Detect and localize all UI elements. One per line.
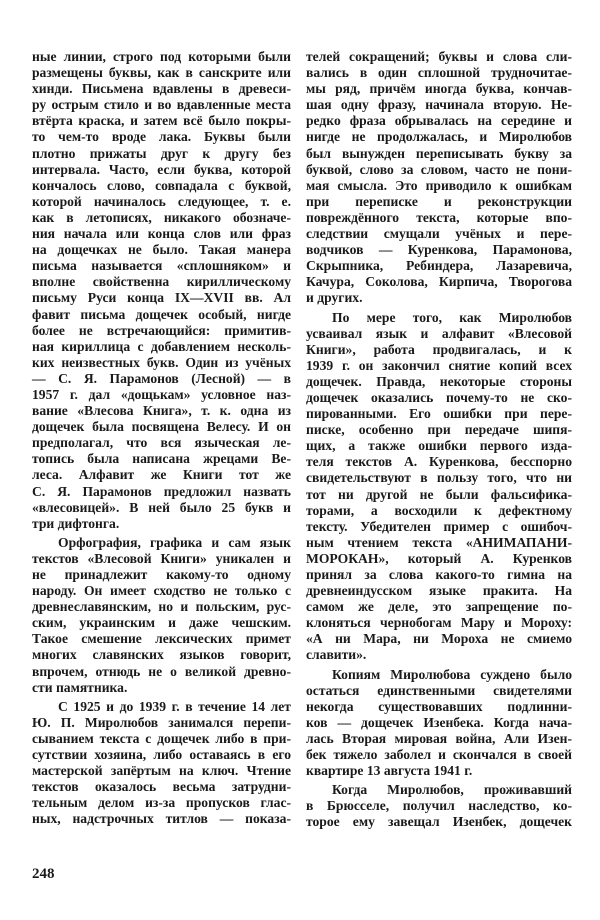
text-line: ков — дощечек Изенбека. Когда нача-	[306, 714, 572, 730]
text-line: которой начиналось следующее, т. е.	[32, 193, 291, 209]
text-line: усваивал язык и алфавит «Влесовой	[306, 325, 572, 341]
text-line: тот ни другой не были фальсифика-	[306, 486, 572, 502]
text-line: ных, надстрочных титлов — показа-	[32, 811, 291, 827]
page-number: 248	[32, 866, 55, 882]
paragraph	[306, 667, 572, 780]
text-line: письма называется «сплошняком» и	[32, 258, 291, 274]
text-line: водчиков — Куренкова, Парамонова,	[306, 242, 572, 258]
text-line: шая одну фразу, начинала вторую. Не-	[306, 97, 572, 113]
text-line: лась Вторая мировая война, Али Изен-	[306, 730, 572, 746]
text-line: не принадлежит какому-то одному	[32, 567, 291, 582]
text-line: кончалось слово, совпадала с буквой,	[32, 177, 291, 193]
text-line: размещены буквы, как в санскрите или	[32, 65, 291, 81]
text-line: Ю. П. Миролюбов занимался перепи-	[32, 714, 291, 730]
text-line: редко фраза обрывалась на середине и	[306, 113, 572, 129]
text-line: теля текстов А. Куренкова, бесспорно	[306, 454, 572, 470]
text-line: Копиям Миролюбова суждено было	[332, 666, 572, 682]
text-line: 1939 г. он закончил снятие копий всех	[306, 357, 572, 373]
text-line: ния начала или конца слов или фраз	[32, 226, 291, 242]
text-line: телей сокращений; буквы и слова сли-	[306, 49, 572, 64]
text-line: писке, особенно при передаче шипя-	[306, 422, 572, 438]
text-line: принял за слова какого-то гимна на	[306, 567, 572, 582]
text-line: топись была написана жрецами Ве-	[32, 451, 291, 467]
text-line: народу. Он имеет сходство не только с	[32, 583, 291, 599]
text-line: три дифтонга.	[32, 515, 120, 531]
text-line: С. Я. Парамонов предложил назвать	[32, 483, 291, 499]
text-line: древнеиндусском языке пракита. На	[306, 583, 572, 599]
paragraph	[306, 310, 572, 664]
text-line: дощечек оказались почему-то не ско-	[306, 389, 572, 405]
text-line: впрочем, отнюдь не о великой древно-	[32, 663, 291, 679]
text-line: при переписке и реконструкции	[306, 193, 572, 209]
text-line: Книги», работа продвигалась, и к	[306, 341, 572, 357]
text-line: древнеславянским, но и польским, рус-	[32, 599, 291, 615]
left-column	[32, 49, 291, 831]
text-line: вполне свойственна кириллическому	[32, 274, 291, 290]
text-line: МОРОКАН», который А. Куренков	[306, 550, 572, 566]
text-line: дощечек. Правда, некоторые стороны	[306, 373, 572, 389]
paragraph	[32, 699, 291, 828]
text-line: свидетельствуют в пользу того, что ни	[306, 470, 572, 486]
text-line: текстов «Влесовой Книги» уникален и	[32, 550, 291, 566]
text-line: на дощечках не было. Такая манера	[32, 242, 291, 258]
text-line: ная кириллица с добавлением несколь-	[32, 338, 291, 354]
text-line: остаться единственными свидетелями	[306, 682, 572, 698]
text-line: тельным делом из-за пропусков глас-	[32, 795, 291, 811]
text-line: некогда существовавших подлинни-	[306, 698, 572, 714]
text-line: тексту. Убедителен пример с ошибоч-	[306, 518, 572, 534]
text-line: вались в один сплошной трудночитае-	[306, 65, 572, 81]
right-column	[306, 49, 572, 834]
text-line: «А ни Мара, ни Мороха не смиемо	[306, 631, 572, 647]
text-line: ких неизвестных букв. Один из учёных	[32, 354, 291, 370]
text-line: ным чтением текста «АНИМАПАНИ-	[306, 534, 572, 550]
text-line: ским, украинским и даже чешским.	[32, 615, 291, 631]
text-line: многих славянских языков говорит,	[32, 647, 291, 663]
paragraph	[306, 49, 572, 307]
text-line: мая смысла. Это приводило к ошибкам	[306, 177, 572, 193]
text-line: сыванием текста с дощечек либо в при-	[32, 730, 291, 746]
text-line: следствии смущали учёных и пере-	[306, 226, 572, 242]
text-line: сти памятника.	[32, 679, 128, 695]
text-line: втёрта краска, и затем всё было покры-	[32, 113, 291, 129]
text-line: в Брюсселе, получил наследство, ко-	[306, 798, 572, 814]
text-line: мастерской запёртым на ключ. Чтение	[32, 763, 291, 779]
text-line: Скрыпника, Ребиндера, Лазаревича,	[306, 258, 572, 274]
text-line: фавит письма дощечек особый, нигде	[32, 306, 291, 322]
text-line: более не встречающийся: примитив-	[32, 322, 291, 338]
text-line: торое ему завещал Изенбек, дощечек	[306, 814, 572, 830]
text-line: текстов оказалось весьма затрудни-	[32, 779, 291, 795]
text-line: вание «Влесова Книга», т. к. одна из	[32, 403, 291, 419]
text-line: и других.	[306, 290, 363, 306]
text-line: плотно прижаты друг к другу без	[32, 145, 291, 161]
text-line: торами, а восходили к дефектному	[306, 502, 572, 518]
text-line: ру острым стило и во вдавленные места	[32, 97, 291, 113]
text-line: «влесовицей». В ней было 25 букв и	[32, 499, 291, 515]
text-line: предполагал, что вся языческая ле-	[32, 435, 291, 451]
paragraph	[32, 49, 291, 532]
text-line: — С. Я. Парамонов (Лесной) — в	[32, 370, 291, 386]
text-line: то чем-то вроде лака. Буквы были	[32, 129, 291, 145]
text-line: 1957 г. дал «дощькам» условное наз-	[32, 386, 291, 402]
text-line: нигде не продолжалась, и Миролюбов	[306, 129, 572, 145]
text-line: хинди. Письмена вдавлены в древеси-	[32, 81, 291, 97]
text-line: клоняться чернобогам Мару и Мороху:	[306, 615, 572, 631]
text-line: как в летописях, никакого обозначе-	[32, 209, 291, 225]
text-line: дощечек была посвящена Велесу. И он	[32, 419, 291, 435]
paragraph	[32, 535, 291, 696]
text-line: По мере того, как Миролюбов	[332, 309, 572, 325]
text-line: леса. Алфавит же Книги тот же	[32, 467, 291, 483]
text-line: мы ряд, причём иногда буква, кончав-	[306, 81, 572, 97]
text-line: был вынужден переписывать букву за	[306, 145, 572, 161]
text-line: бек тяжело заболел и скончался в своей	[306, 747, 572, 763]
text-line: повреждённого текста, которые впо-	[306, 209, 572, 225]
text-line: квартире 13 августа 1941 г.	[306, 763, 473, 779]
text-line: самом же деле, это запрещение по-	[306, 599, 572, 615]
text-line: С 1925 и до 1939 г. в течение 14 лет	[58, 698, 291, 714]
text-line: Качура, Соколова, Кирпича, Творогова	[306, 274, 572, 290]
text-line: пированными. Его ошибки при пере-	[306, 406, 572, 422]
text-line: Такое смешение лексических примет	[32, 631, 291, 647]
text-line: Орфография, графика и сам язык	[58, 534, 291, 550]
text-line: сутствии хозяина, либо оставаясь в его	[32, 747, 291, 763]
text-line: письму Руси конца IX—XVII вв. Ал	[32, 290, 291, 306]
text-line: щих, а также ошибки первого изда-	[306, 438, 572, 454]
text-line: Когда Миролюбов, проживавший	[332, 782, 572, 798]
text-line: ные линии, строго под которыми были	[32, 49, 291, 64]
text-line: славити».	[306, 647, 367, 663]
paragraph	[306, 782, 572, 830]
text-line: буквой, слово за словом, часто не пони-	[306, 161, 572, 177]
text-line: интервала. Часто, если буква, которой	[32, 161, 291, 177]
